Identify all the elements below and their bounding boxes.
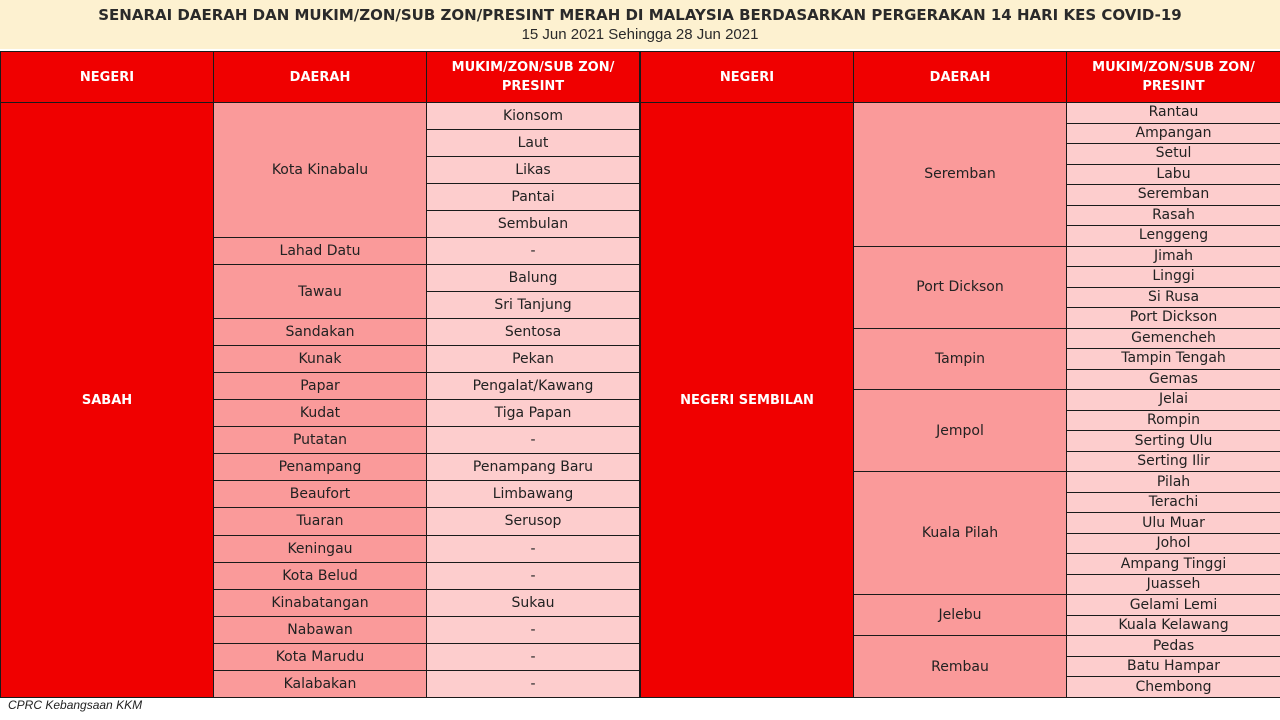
district-cell: Rembau xyxy=(854,636,1067,698)
mukim-cell: Kionsom xyxy=(427,103,640,130)
mukim-cell: Sri Tanjung xyxy=(427,292,640,319)
mukim-cell: Chembong xyxy=(1067,677,1280,698)
mukim-cell: Rantau xyxy=(1067,103,1280,124)
district-cell: Kota Marudu xyxy=(214,643,427,670)
mukim-cell: Sembulan xyxy=(427,211,640,238)
mukim-cell: Ampangan xyxy=(1067,123,1280,144)
mukim-cell: Sentosa xyxy=(427,319,640,346)
mukim-cell: - xyxy=(427,616,640,643)
district-cell: Tawau xyxy=(214,265,427,319)
mukim-cell: Serting Ilir xyxy=(1067,451,1280,472)
mukim-cell: Balung xyxy=(427,265,640,292)
mukim-cell: Tampin Tengah xyxy=(1067,349,1280,370)
header xyxy=(0,0,1280,49)
mukim-cell: Gelami Lemi xyxy=(1067,595,1280,616)
mukim-cell: Sukau xyxy=(427,589,640,616)
mukim-cell: - xyxy=(427,562,640,589)
header-negeri: NEGERI xyxy=(641,52,854,103)
date-range: 15 Jun 2021 Sehingga 28 Jun 2021 xyxy=(521,26,759,43)
mukim-cell: Pengalat/Kawang xyxy=(427,373,640,400)
mukim-cell: Serusop xyxy=(427,508,640,535)
district-cell: Kota Belud xyxy=(214,562,427,589)
mukim-cell: Kuala Kelawang xyxy=(1067,615,1280,636)
district-cell: Tuaran xyxy=(214,508,427,535)
state-cell: NEGERI SEMBILAN xyxy=(641,103,854,698)
mukim-cell: Penampang Baru xyxy=(427,454,640,481)
mukim-cell: Seremban xyxy=(1067,185,1280,206)
mukim-cell: Lenggeng xyxy=(1067,226,1280,247)
district-cell: Port Dickson xyxy=(854,246,1067,328)
mukim-cell: Linggi xyxy=(1067,267,1280,288)
district-cell: Kota Kinabalu xyxy=(214,103,427,238)
district-cell: Jempol xyxy=(854,390,1067,472)
mukim-cell: Rasah xyxy=(1067,205,1280,226)
mukim-cell: Ampang Tinggi xyxy=(1067,554,1280,575)
district-cell: Keningau xyxy=(214,535,427,562)
district-cell: Kalabakan xyxy=(214,670,427,697)
mukim-cell: Pilah xyxy=(1067,472,1280,493)
mukim-cell: Juasseh xyxy=(1067,574,1280,595)
mukim-cell: Laut xyxy=(427,130,640,157)
header-daerah: DAERAH xyxy=(214,52,427,103)
mukim-cell: Gemencheh xyxy=(1067,328,1280,349)
mukim-cell: - xyxy=(427,643,640,670)
district-cell: Putatan xyxy=(214,427,427,454)
source-note: CPRC Kebangsaan KKM xyxy=(8,698,143,712)
mukim-cell: Port Dickson xyxy=(1067,308,1280,329)
page-title: SENARAI DAERAH DAN MUKIM/ZON/SUB ZON/PRESINT MERAH DI MALAYSIA BERDASARKAN PERGERAKAN 14 HARI KES COVID-19 xyxy=(98,6,1182,24)
district-cell: Beaufort xyxy=(214,481,427,508)
mukim-cell: Johol xyxy=(1067,533,1280,554)
mukim-cell: Pantai xyxy=(427,184,640,211)
district-cell: Lahad Datu xyxy=(214,238,427,265)
mukim-cell: Serting Ulu xyxy=(1067,431,1280,452)
mukim-cell: Ulu Muar xyxy=(1067,513,1280,534)
district-cell: Papar xyxy=(214,373,427,400)
mukim-cell: Jimah xyxy=(1067,246,1280,267)
mukim-cell: Batu Hampar xyxy=(1067,656,1280,677)
mukim-cell: - xyxy=(427,535,640,562)
district-cell: Penampang xyxy=(214,454,427,481)
table-row xyxy=(641,103,1280,124)
mukim-cell: Pedas xyxy=(1067,636,1280,657)
header-daerah: DAERAH xyxy=(854,52,1067,103)
district-cell: Seremban xyxy=(854,103,1067,247)
mukim-cell: Pekan xyxy=(427,346,640,373)
district-cell: Kunak xyxy=(214,346,427,373)
mukim-cell: Jelai xyxy=(1067,390,1280,411)
table-row xyxy=(1,103,640,130)
header-mukim: MUKIM/ZON/SUB ZON/ PRESINT xyxy=(427,52,640,103)
mukim-cell: Terachi xyxy=(1067,492,1280,513)
mukim-cell: - xyxy=(427,238,640,265)
header-mukim: MUKIM/ZON/SUB ZON/ PRESINT xyxy=(1067,52,1280,103)
district-cell: Sandakan xyxy=(214,319,427,346)
mukim-cell: - xyxy=(427,670,640,697)
mukim-cell: Setul xyxy=(1067,144,1280,165)
negeri-sembilan-table xyxy=(640,51,1280,698)
district-cell: Nabawan xyxy=(214,616,427,643)
district-cell: Jelebu xyxy=(854,595,1067,636)
mukim-cell: Gemas xyxy=(1067,369,1280,390)
mukim-cell: Likas xyxy=(427,157,640,184)
mukim-cell: - xyxy=(427,427,640,454)
header-negeri: NEGERI xyxy=(1,52,214,103)
mukim-cell: Si Rusa xyxy=(1067,287,1280,308)
mukim-cell: Rompin xyxy=(1067,410,1280,431)
district-cell: Kuala Pilah xyxy=(854,472,1067,595)
mukim-cell: Labu xyxy=(1067,164,1280,185)
district-cell: Tampin xyxy=(854,328,1067,390)
mukim-cell: Tiga Papan xyxy=(427,400,640,427)
district-cell: Kudat xyxy=(214,400,427,427)
state-cell: SABAH xyxy=(1,103,214,698)
district-cell: Kinabatangan xyxy=(214,589,427,616)
sabah-table xyxy=(0,51,640,698)
mukim-cell: Limbawang xyxy=(427,481,640,508)
